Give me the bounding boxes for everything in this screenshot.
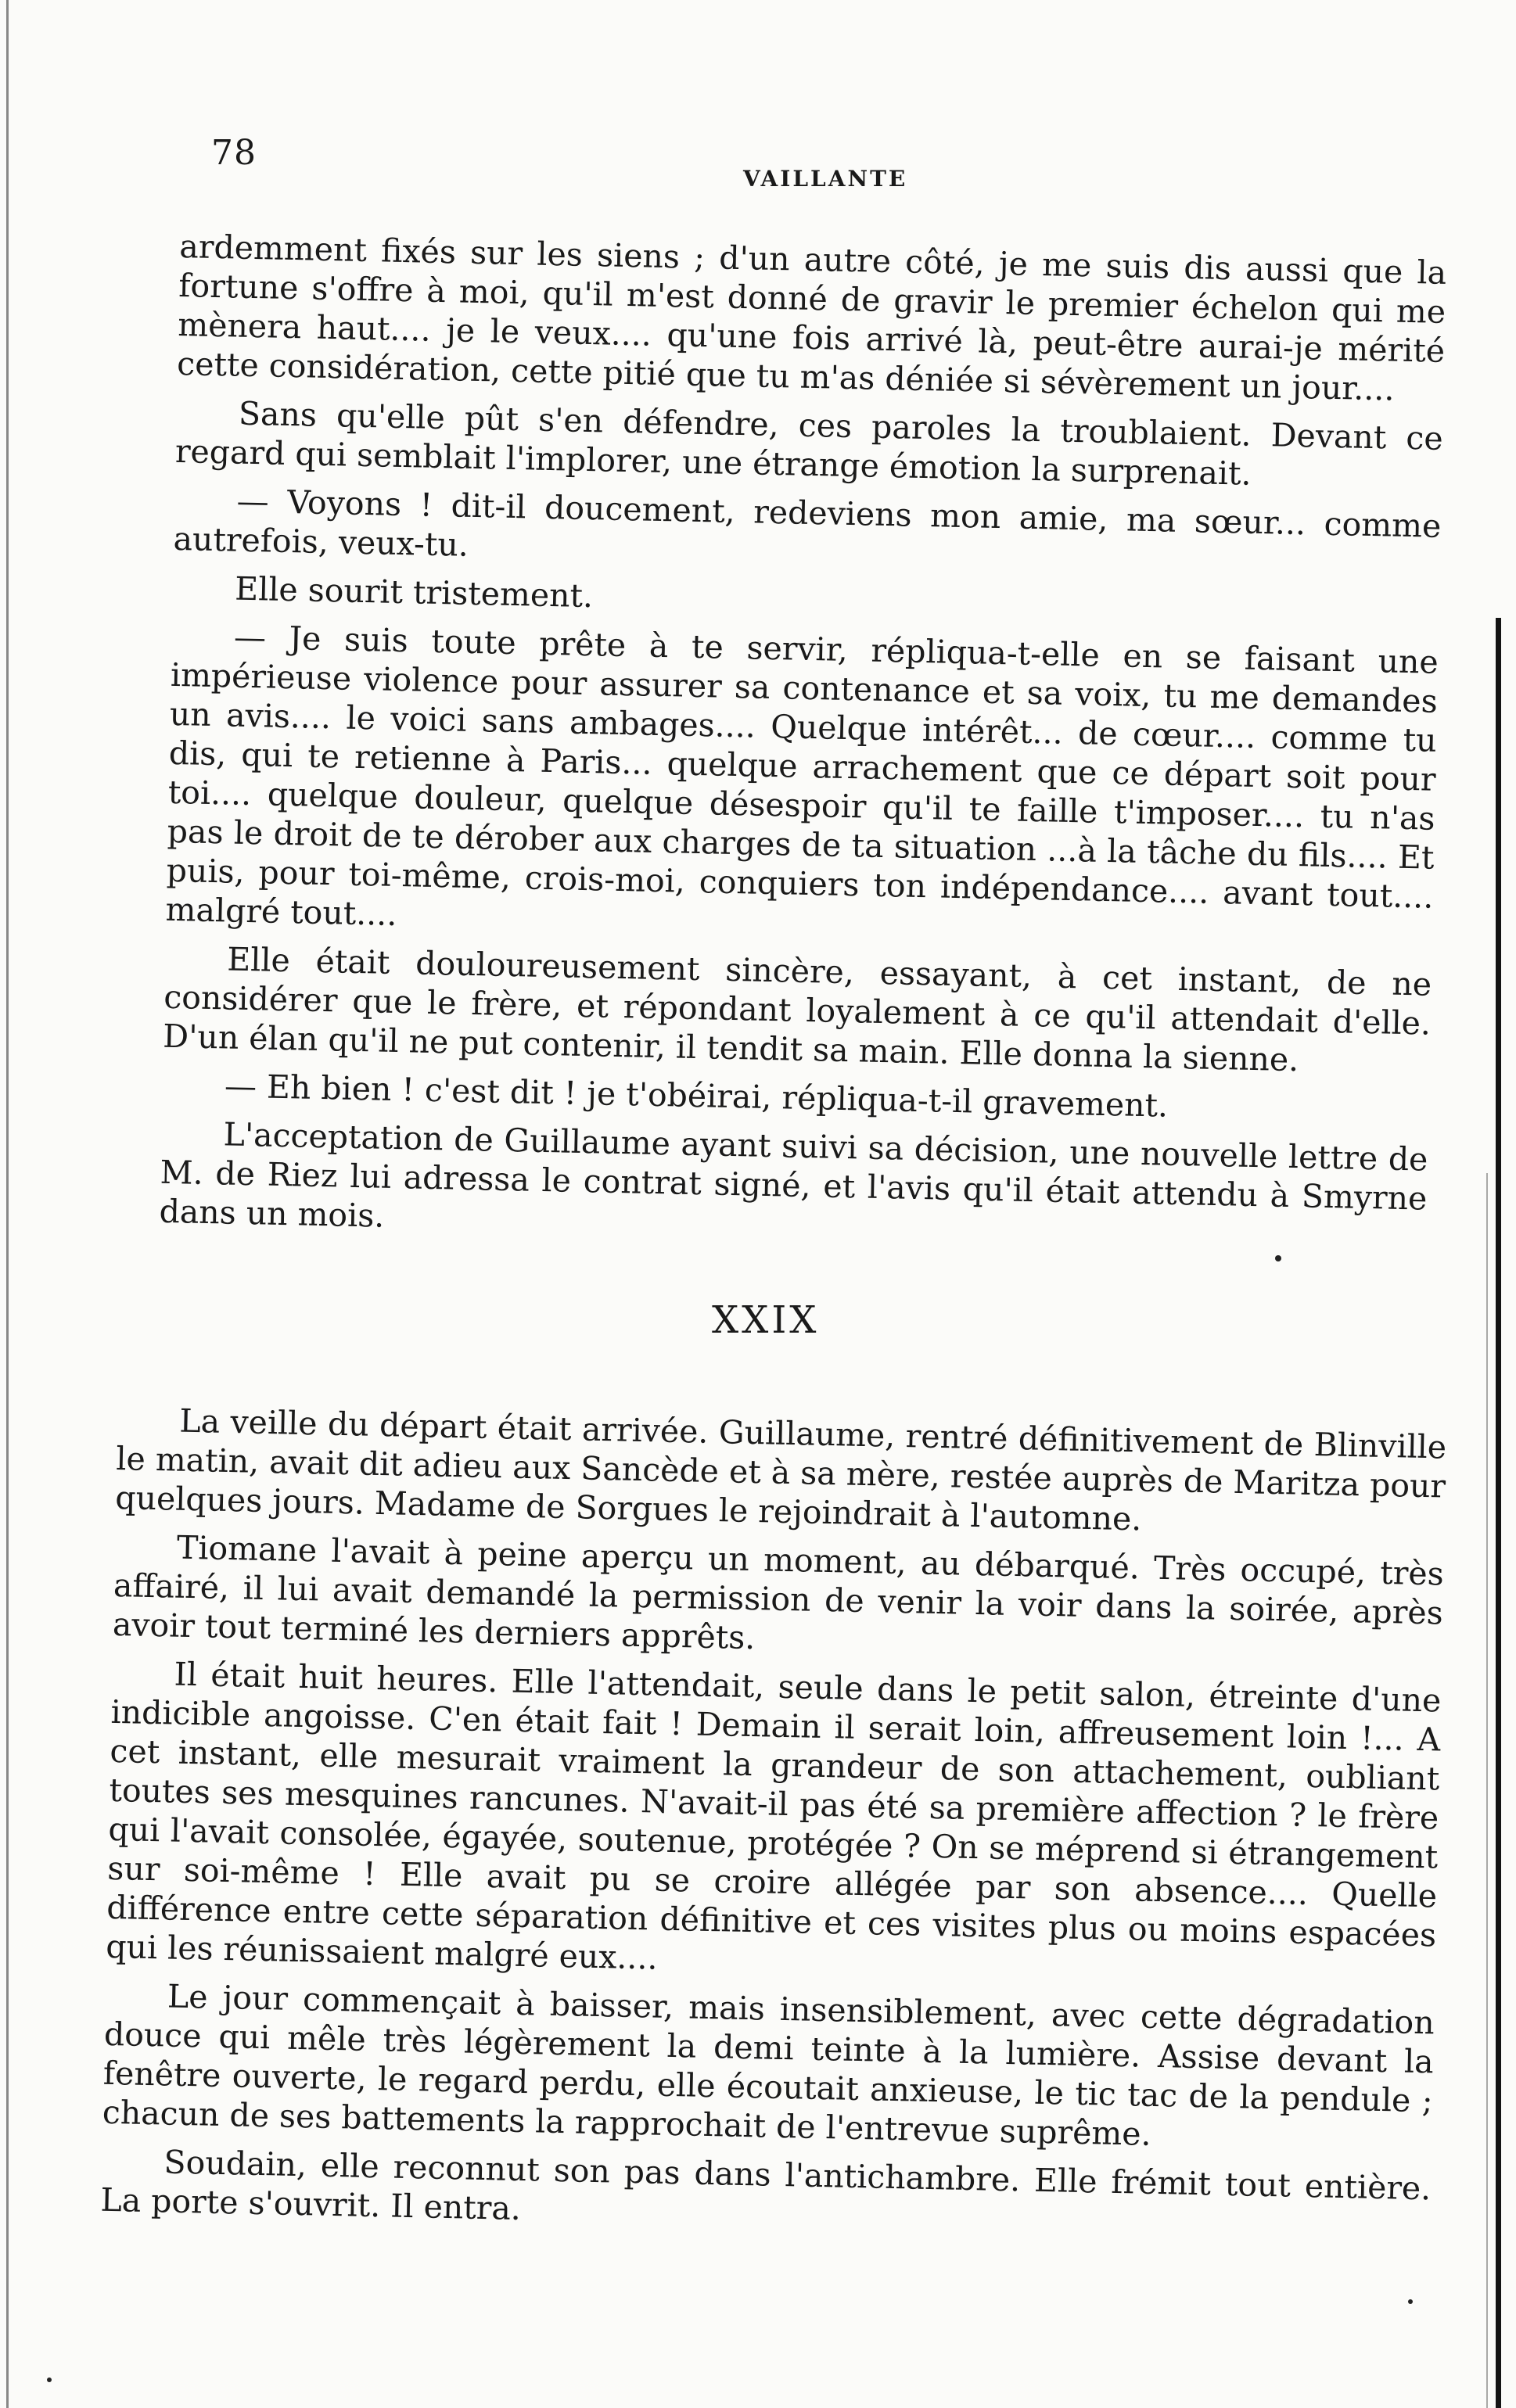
ink-speck <box>1408 2299 1413 2304</box>
paragraph: — Eh bien ! c'est dit ! je t'obéirai, répliqua-t-il gravement. <box>224 1067 1169 1125</box>
running-head: VAILLANTE <box>743 166 908 192</box>
paragraph: La veille du départ était arrivée. Guillaume, rentré définitivement de Blinville le matin, avait dit adieu aux Sancède et à sa mère, restée auprès de Maritza pour quelques jours. Madame de Sorgues le rejoindrait à l'automne. <box>114 1401 1447 1538</box>
paragraph: — Je suis toute prête à te servir, répliqua-t-elle en se faisant une impérieuse violence pour assurer sa contenance et sa voix, tu me demandes un avis.... le voici sans ambages.... Quelque intérêt... de cœur.... comme tu dis, qui te retienne à Paris... quelque arrachement que ce départ soit pour toi.... quelque douleur, quelque désespoir qu'il te faille t'imposer.... tu n'as pas le droit de te dérober aux charges de ta situation ...à la tâche du fils.... Et puis, pour toi-même, crois-moi, conquiers ton indépendance.... avant tout.... malgré tout.... <box>165 618 1439 933</box>
text-block-before-chapter <box>159 227 1447 1267</box>
paragraph: — Voyons ! dit-il doucement, redeviens mon amie, ma sœur... comme autrefois, veux-tu. <box>173 482 1442 564</box>
paragraph: Il était huit heures. Elle l'attendait, seule dans le petit salon, étreinte d'une indicible angoisse. C'en était fait ! Demain il serait loin, affreusement loin !... A cet instant, elle mesurait vraiment la grandeur de son attachement, oubliant toutes ses mesquines rancunes. N'avait-il pas été sa première affection ? le frère qui l'avait consolée, égayée, soutenue, protégée ? On se méprend si étrangement sur soi-même ! Elle avait pu se croire allégée par son absence.... Quelle différence entre cette séparation définitive et ces visites plus ou moins espacées qui les réunissaient malgré eux.... <box>105 1655 1442 1977</box>
paragraph: Le jour commençait à baisser, mais insensiblement, avec cette dégradation douce qui mêle très légèrement la demi teinte à la lumière. Assise devant la fenêtre ouverte, le regard perdu, elle écoutait anxieuse, le tic tac de la pendule ; chacun de ses battements la rapprochait de l'entrevue suprême. <box>102 1977 1435 2153</box>
paragraph: Elle était douloureusement sincère, essayant, à cet instant, de ne considérer que le frère, et répondant loyalement à ce qu'il attendait d'elle. D'un élan qu'il ne put contenir, il tendit sa main. Elle donna la sienne. <box>162 940 1432 1079</box>
left-page-edge <box>6 0 9 2408</box>
page-number: 78 <box>211 133 257 173</box>
paragraph: L'acceptation de Guillaume ayant suivi sa décision, une nouvelle lettre de M. de Riez lui adressa le contrat signé, et l'avis qu'il était attendu à Smyrne dans un mois. <box>159 1115 1428 1235</box>
paragraph: Soudain, elle reconnut son pas dans l'antichambre. Elle frémit tout entière. La porte s'ouvrit. Il entra. <box>100 2143 1432 2228</box>
right-page-edge <box>1496 618 1501 2408</box>
chapter-heading: XXIX <box>712 1298 820 1342</box>
text-block-after-chapter <box>100 1400 1447 2256</box>
ink-speck <box>1275 1255 1281 1261</box>
paragraph: Tiomane l'avait à peine aperçu un moment, au débarqué. Très occupé, très affairé, il lui avait demandé la permission de venir la voir dans la soirée, après avoir tout terminé les derniers apprêts. <box>112 1528 1445 1657</box>
paragraph: Sans qu'elle pût s'en défendre, ces paroles la troublaient. Devant ce regard qui semblait l'implorer, une étrange émotion la surprenait. <box>174 394 1444 493</box>
paragraph: Elle sourit tristement. <box>234 569 594 615</box>
paragraph: ardemment fixés sur les siens ; d'un autre côté, je me suis dis aussi que la fortune s'offre à moi, qu'il m'est donné de gravir le premier échelon qui me mènera haut.... je le veux.... qu'une fois arrivé là, peut-être aurai-je mérité cette considération, cette pitié que tu m'as déniée si sévèrement un jour.... <box>176 227 1447 408</box>
ink-speck <box>47 2377 52 2382</box>
right-page-edge-shadow <box>1486 1173 1488 2408</box>
page-header <box>203 125 1439 192</box>
